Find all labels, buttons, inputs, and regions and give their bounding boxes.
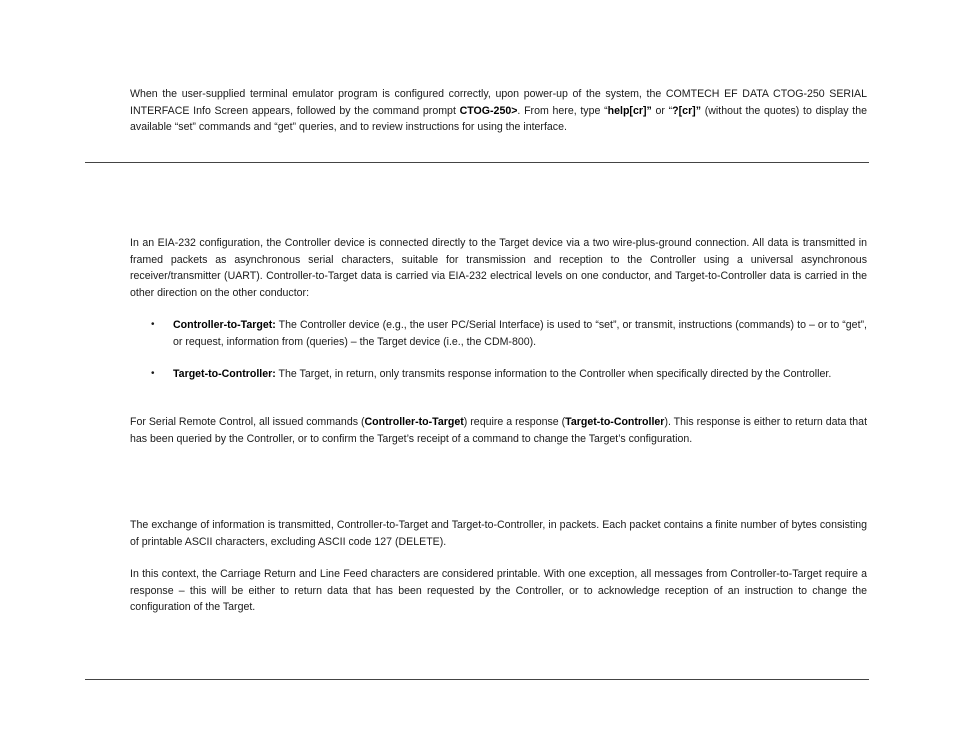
bullet-icon: • xyxy=(151,319,155,330)
context-paragraph: In this context, the Carriage Return and Line Feed characters are considered printable. With one exception, all messages from Controller-to-Target require a response – this will be either to return data that has been requested by the Controller, or to acknowledge reception of an instruction to change the configuration of the Target. xyxy=(130,568,867,613)
remote-text-3: ). This response is either to return data that has been queried by the Controller, or to confirm the Target’s receipt of a command to change the Target’s configuration. xyxy=(130,416,868,445)
intro-text-2: . From here, type “ xyxy=(517,104,608,117)
bullet-label: Controller-to-Target: xyxy=(173,319,276,331)
bullet-body: The Controller device (e.g., the user PC/Serial Interface) is used to “set”, or transmit, instructions (commands) to – or to “get”, or request, information from (queries) – the Target device (i.e., the CDM-800). xyxy=(173,319,867,348)
bullet-label: Target-to-Controller: xyxy=(173,368,276,380)
remote-bold-2: Target-to-Controller xyxy=(565,416,665,428)
remote-bold-1: Controller-to-Target xyxy=(364,416,464,428)
intro-paragraph xyxy=(130,86,867,136)
help-command: help[cr]” xyxy=(607,104,652,117)
section-divider-top xyxy=(85,162,869,163)
intro-text-4: (without the quotes) to display the available “set” commands and “get” queries, and to review instructions for using the interface. xyxy=(130,104,867,133)
command-prompt: CTOG-250> xyxy=(459,104,518,117)
bullet-body: The Target, in return, only transmits response information to the Controller when specifically directed by the Controller. xyxy=(275,368,832,380)
bullet-text xyxy=(173,317,867,350)
section-divider-bottom xyxy=(85,679,869,680)
eia-paragraph: In an EIA-232 configuration, the Controller device is connected directly to the Target device via a two wire-plus-ground connection. All data is transmitted in framed packets as asynchronous serial characters, suitable for transmission and reception to the Controller using a universal asynchronous receiver/transmitter (UART). Controller-to-Target data is carried via EIA-232 electrical levels on one conductor, and Target-to-Controller data is carried in the other direction on the other conductor: xyxy=(130,237,867,299)
intro-text-1: When the user-supplied terminal emulator program is configured correctly, upon power-up of the system, the COMTECH EF DATA CTOG-250 SERIAL INTERFACE Info Screen appears, followed by the command prompt xyxy=(130,88,867,117)
intro-text-3: or “ xyxy=(651,104,673,117)
remote-text-2: ) require a response ( xyxy=(463,416,566,428)
question-command: ?[cr]” xyxy=(672,104,702,117)
remote-text-1: For Serial Remote Control, all issued commands ( xyxy=(130,416,365,428)
remote-paragraph xyxy=(130,414,867,447)
bullet-controller-to-target xyxy=(130,317,867,350)
bullet-target-to-controller xyxy=(130,366,867,383)
bullet-icon: • xyxy=(151,368,155,379)
exchange-paragraph: The exchange of information is transmitted, Controller-to-Target and Target-to-Controller, in packets. Each packet contains a finite number of bytes consisting of printable ASCII characters, excluding ASCII code 127 (DELETE). xyxy=(130,519,867,548)
bullet-text xyxy=(173,366,867,383)
